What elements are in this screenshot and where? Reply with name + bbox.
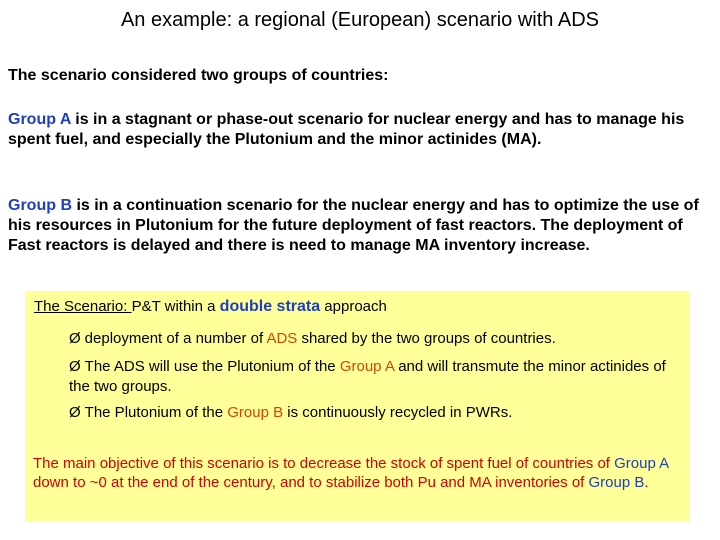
ads-highlight: ADS bbox=[266, 330, 298, 347]
bullet-pwr-recycling bbox=[69, 403, 679, 423]
scenario-label: The Scenario: bbox=[34, 298, 132, 315]
objective-text: down to ~0 at the end of the century, and to stabilize both Pu and MA inventories of bbox=[33, 474, 589, 491]
group-a-paragraph bbox=[8, 110, 712, 150]
slide-title: An example: a regional (European) scenario with ADS bbox=[120, 9, 600, 31]
group-b-label: Group B bbox=[8, 197, 72, 214]
arrow-bullet-icon: Ø bbox=[69, 330, 81, 347]
group-a-highlight: Group A bbox=[339, 358, 395, 375]
group-a-text: is in a stagnant or phase-out scenario for nuclear energy and has to manage his spent fuel, and especially the Plutonium and the minor actinides (MA). bbox=[8, 111, 685, 148]
bullet-text: shared by the two groups of countries. bbox=[297, 330, 556, 347]
group-b-highlight: Group B bbox=[227, 404, 284, 421]
arrow-bullet-icon: Ø bbox=[69, 358, 81, 375]
scenario-lead: P&T within a bbox=[131, 298, 220, 315]
objective-group-a: Group A bbox=[614, 455, 669, 472]
objective-text: . bbox=[644, 474, 649, 491]
bullet-text: and will transmute the minor actinides of the two groups. bbox=[69, 358, 666, 395]
bullet-text: deployment of a number of bbox=[84, 330, 267, 347]
group-b-paragraph bbox=[8, 196, 712, 256]
bullet-ads-deployment bbox=[69, 329, 679, 349]
main-objective bbox=[33, 454, 683, 492]
bullet-text: is continuously recycled in PWRs. bbox=[283, 404, 513, 421]
objective-text: The main objective of this scenario is to decrease the stock of spent fuel of countries of bbox=[33, 455, 615, 472]
double-strata-text: double strata bbox=[219, 298, 321, 315]
bullet-text: The ADS will use the Plutonium of the bbox=[84, 358, 340, 375]
bullet-text: The Plutonium of the bbox=[84, 404, 228, 421]
arrow-bullet-icon: Ø bbox=[69, 404, 81, 421]
scenario-heading bbox=[34, 297, 387, 317]
group-a-label: Group A bbox=[8, 111, 71, 128]
group-b-text: is in a continuation scenario for the nuclear energy and has to optimize the use of his resources in Plutonium for the future deployment of fast reactors. The deployment of Fast reactors is delayed and there is need to manage MA inventory increase. bbox=[8, 197, 699, 254]
approach-text: approach bbox=[320, 298, 387, 315]
objective-group-b: Group B bbox=[588, 474, 645, 491]
scenario-box bbox=[25, 291, 690, 521]
bullet-ads-plutonium bbox=[69, 357, 679, 397]
intro-text: The scenario considered two groups of countries: bbox=[8, 67, 389, 84]
